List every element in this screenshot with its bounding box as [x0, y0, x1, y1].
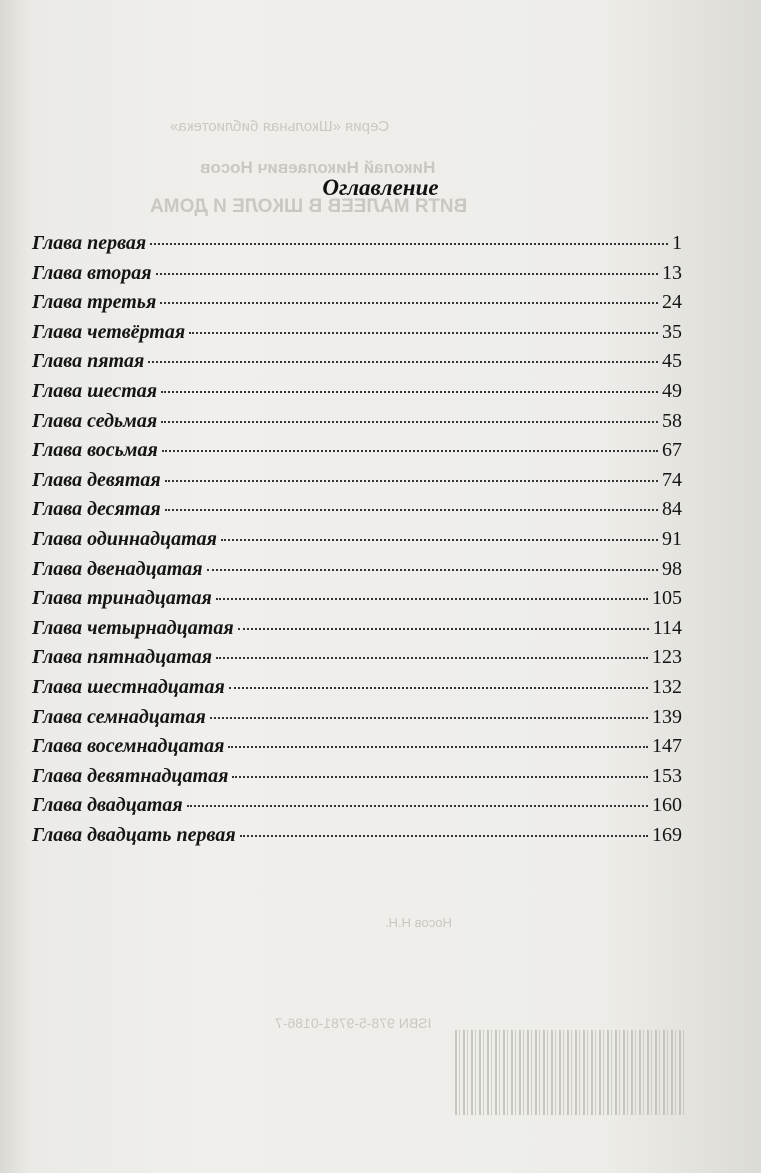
toc-entry	[32, 321, 682, 351]
dot-leader	[187, 805, 648, 807]
toc-entry	[32, 735, 682, 765]
toc-entry-page-number: 147	[652, 735, 682, 758]
toc-entry-page-number: 35	[662, 320, 682, 343]
dot-leader	[189, 332, 658, 334]
dot-leader	[216, 598, 648, 600]
toc-entry-label: Глава седьмая	[32, 409, 158, 432]
dot-leader	[162, 450, 658, 452]
toc-entry-page-number: 74	[662, 468, 682, 491]
toc-entry-label: Глава десятая	[32, 498, 161, 521]
toc-entry-page-number: 58	[662, 409, 682, 432]
toc-entry-label: Глава одиннадцатая	[32, 527, 217, 550]
reverse-side-text: Николай Николаевич Носов	[200, 158, 436, 177]
toc-entry	[32, 558, 682, 588]
toc-entry-label: Глава двадцатая	[32, 794, 183, 817]
reverse-side-text: Носов Н.Н.	[385, 915, 453, 930]
toc-entry-page-number: 123	[652, 646, 682, 669]
toc-entry-label: Глава третья	[32, 291, 157, 314]
dot-leader	[161, 421, 658, 423]
toc-entry	[32, 824, 682, 854]
dot-leader	[221, 539, 658, 541]
reverse-side-text: ISBN 978-5-9781-0186-7	[275, 1015, 432, 1031]
toc-entry-page-number: 1	[672, 232, 682, 254]
toc-entry	[32, 706, 682, 736]
toc-entry-label: Глава пятнадцатая	[32, 646, 213, 669]
toc-entry	[32, 350, 682, 380]
toc-entry-label: Глава шестая	[32, 379, 158, 402]
toc-entry	[32, 262, 682, 292]
dot-leader	[156, 273, 658, 275]
toc-entry	[32, 587, 682, 617]
toc-entry	[32, 380, 682, 410]
toc-entry-page-number: 45	[662, 350, 682, 373]
dot-leader	[232, 776, 648, 778]
toc-entry	[32, 676, 682, 706]
dot-leader	[229, 687, 648, 689]
toc-entry-label: Глава четвёртая	[32, 320, 186, 343]
toc-entry-label: Глава первая	[32, 232, 147, 254]
reverse-side-text: Серия «Школьная библиотека»	[170, 118, 390, 135]
toc-entry-label: Глава девятнадцатая	[32, 764, 229, 787]
dot-leader	[216, 657, 648, 659]
toc-entry	[32, 469, 682, 499]
toc-entry-page-number: 49	[662, 379, 682, 402]
dot-leader	[207, 569, 658, 571]
toc-entry-label: Глава четырнадцатая	[32, 616, 234, 639]
dot-leader	[210, 717, 648, 719]
table-of-contents	[32, 232, 682, 853]
toc-entry-label: Глава пятая	[32, 350, 145, 373]
toc-entry-label: Глава восемнадцатая	[32, 735, 225, 758]
dot-leader	[240, 835, 648, 837]
toc-entry	[32, 528, 682, 558]
toc-entry-label: Глава шестнадцатая	[32, 675, 225, 698]
toc-entry-page-number: 153	[652, 764, 682, 787]
toc-entry-page-number: 132	[652, 675, 682, 698]
dot-leader	[238, 628, 649, 630]
dot-leader	[228, 746, 648, 748]
toc-entry	[32, 617, 682, 647]
toc-entry-page-number: 169	[652, 823, 682, 846]
toc-entry-page-number: 98	[662, 557, 682, 580]
toc-entry	[32, 794, 682, 824]
reverse-barcode	[455, 1030, 685, 1115]
dot-leader	[161, 391, 658, 393]
toc-entry-label: Глава семнадцатая	[32, 705, 206, 728]
reverse-side-text: ВИТЯ МАЛЕЕВ В ШКОЛЕ И ДОМА	[150, 196, 468, 217]
toc-entry-page-number: 139	[652, 705, 682, 728]
toc-entry-label: Глава девятая	[32, 468, 161, 491]
dot-leader	[165, 509, 658, 511]
toc-entry	[32, 498, 682, 528]
toc-entry	[32, 232, 682, 262]
toc-entry	[32, 646, 682, 676]
dot-leader	[165, 480, 658, 482]
toc-entry-page-number: 67	[662, 439, 682, 462]
dot-leader	[148, 361, 658, 363]
toc-entry	[32, 765, 682, 795]
toc-entry-page-number: 114	[652, 616, 682, 639]
dot-leader	[150, 243, 668, 245]
dot-leader	[160, 302, 658, 304]
toc-entry-page-number: 24	[662, 291, 682, 314]
toc-entry-label: Глава тринадцатая	[32, 587, 212, 610]
toc-entry	[32, 439, 682, 469]
toc-entry	[32, 410, 682, 440]
toc-entry-page-number: 160	[652, 794, 682, 817]
toc-entry-label: Глава вторая	[32, 261, 152, 284]
toc-entry-label: Глава восьмая	[32, 439, 158, 462]
toc-entry	[32, 291, 682, 321]
toc-entry-page-number: 105	[652, 587, 682, 610]
toc-entry-page-number: 84	[662, 498, 682, 521]
toc-entry-label: Глава двенадцатая	[32, 557, 203, 580]
page-title: Оглавление	[322, 175, 439, 200]
toc-entry-page-number: 91	[662, 527, 682, 550]
toc-entry-label: Глава двадцать первая	[32, 823, 236, 846]
toc-entry-page-number: 13	[662, 261, 682, 284]
